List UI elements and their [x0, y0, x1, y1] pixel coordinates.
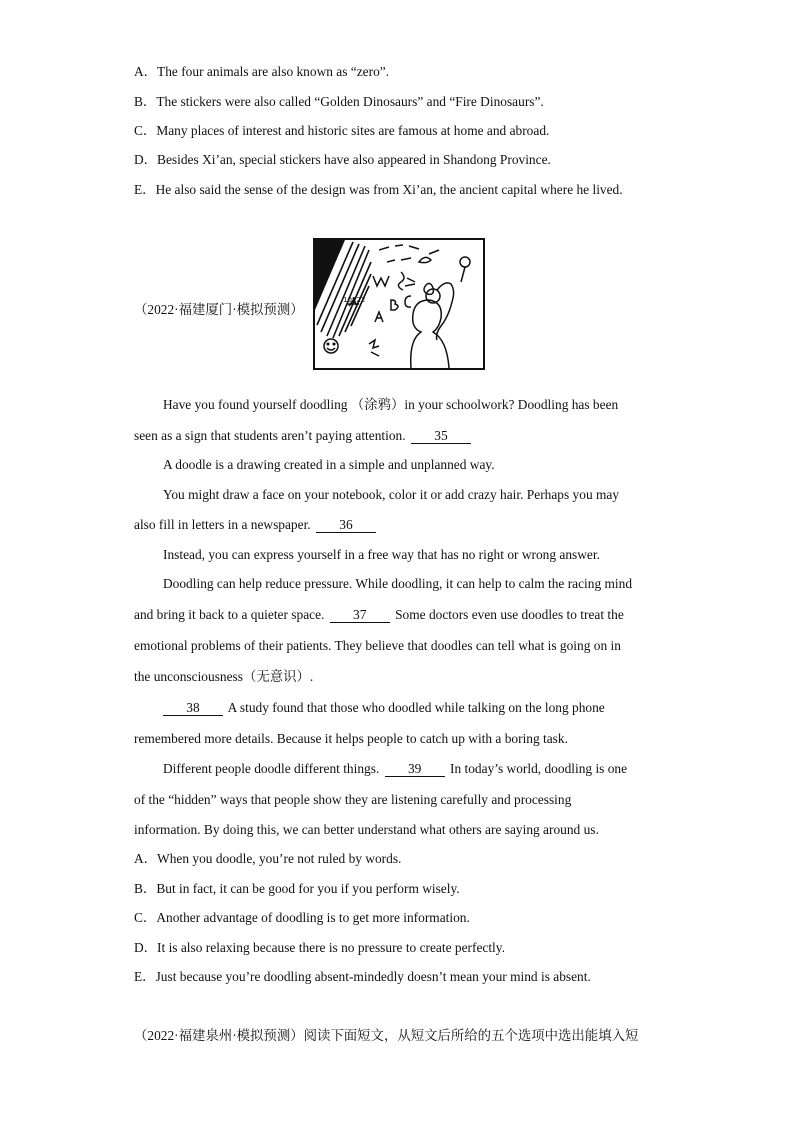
paragraph-1-line-2: [134, 427, 473, 445]
paragraph-3-line-1: You might draw a face on your notebook, color it or add crazy hair. Perhaps you may: [163, 487, 620, 502]
option-e: E．Just because you’re doodling absent-mindedly doesn’t mean your mind is absent.: [134, 969, 591, 984]
paragraph-5-text-pre: and bring it back to a quieter space.: [134, 607, 325, 622]
paragraph-5-line-2: [134, 606, 624, 624]
next-passage-intro: （2022·福建泉州·模拟预测）阅读下面短文，从短文后所给的五个选项中选出能填入短: [134, 1028, 639, 1043]
paragraph-7-text-pre: Different people doodle different things.: [163, 761, 380, 776]
paragraph-7-line-1: [163, 760, 627, 778]
blank-39: 39: [385, 761, 445, 777]
doodle-numbers: 10122: [343, 296, 366, 304]
paragraph-7-line-2: of the “hidden” ways that people show they are listening carefully and processing: [134, 792, 572, 807]
option-c-prev: C．Many places of interest and historic sites are famous at home and abroad.: [134, 123, 550, 138]
blank-36: 36: [316, 517, 376, 533]
paragraph-4: Instead, you can express yourself in a free way that has no right or wrong answer.: [163, 547, 600, 562]
paragraph-1-line-1: Have you found yourself doodling （涂鸦）in your schoolwork? Doodling has been: [163, 397, 619, 412]
blank-35: 35: [411, 428, 471, 444]
passage-header: [134, 238, 634, 372]
option-b-prev: B．The stickers were also called “Golden Dinosaurs” and “Fire Dinosaurs”.: [134, 94, 544, 109]
paragraph-5-text-post: Some doctors even use doodles to treat the: [395, 607, 624, 622]
paragraph-7-text-post: In today’s world, doodling is one: [450, 761, 628, 776]
paragraph-5-line-1: Doodling can help reduce pressure. While doodling, it can help to calm the racing mind: [163, 576, 633, 591]
doodle-illustration: [313, 238, 485, 370]
source-tag: （2022·福建厦门·模拟预测）: [134, 302, 304, 317]
paragraph-6-line-1: [163, 699, 605, 717]
paragraph-1-text: seen as a sign that students aren’t paying attention.: [134, 428, 406, 443]
paragraph-3-text: also fill in letters in a newspaper.: [134, 517, 311, 532]
paragraph-7-line-3: information. By doing this, we can better understand what others are saying around us.: [134, 822, 599, 837]
option-a: A．When you doodle, you’re not ruled by words.: [134, 851, 402, 866]
paragraph-6-text: A study found that those who doodled while talking on the long phone: [227, 700, 605, 715]
paragraph-6-line-2: remembered more details. Because it helps people to catch up with a boring task.: [134, 731, 568, 746]
option-d: D．It is also relaxing because there is no pressure to create perfectly.: [134, 940, 505, 955]
blank-37: 37: [330, 607, 390, 623]
option-b: B．But in fact, it can be good for you if you perform wisely.: [134, 881, 460, 896]
paragraph-2: A doodle is a drawing created in a simple and unplanned way.: [163, 457, 495, 472]
paragraph-5-line-3: emotional problems of their patients. They believe that doodles can tell what is going on in: [134, 638, 621, 653]
doodle-drawing-icon: [315, 240, 483, 368]
paragraph-3-line-2: [134, 516, 378, 534]
option-a-prev: A．The four animals are also known as “zero”.: [134, 64, 390, 79]
option-e-prev: E．He also said the sense of the design was from Xi’an, the ancient capital where he lived.: [134, 182, 623, 197]
blank-38: 38: [163, 700, 223, 716]
option-c: C．Another advantage of doodling is to get more information.: [134, 910, 470, 925]
option-d-prev: D．Besides Xi’an, special stickers have also appeared in Shandong Province.: [134, 152, 551, 167]
paragraph-5-line-4: the unconsciousness（无意识）.: [134, 669, 314, 684]
